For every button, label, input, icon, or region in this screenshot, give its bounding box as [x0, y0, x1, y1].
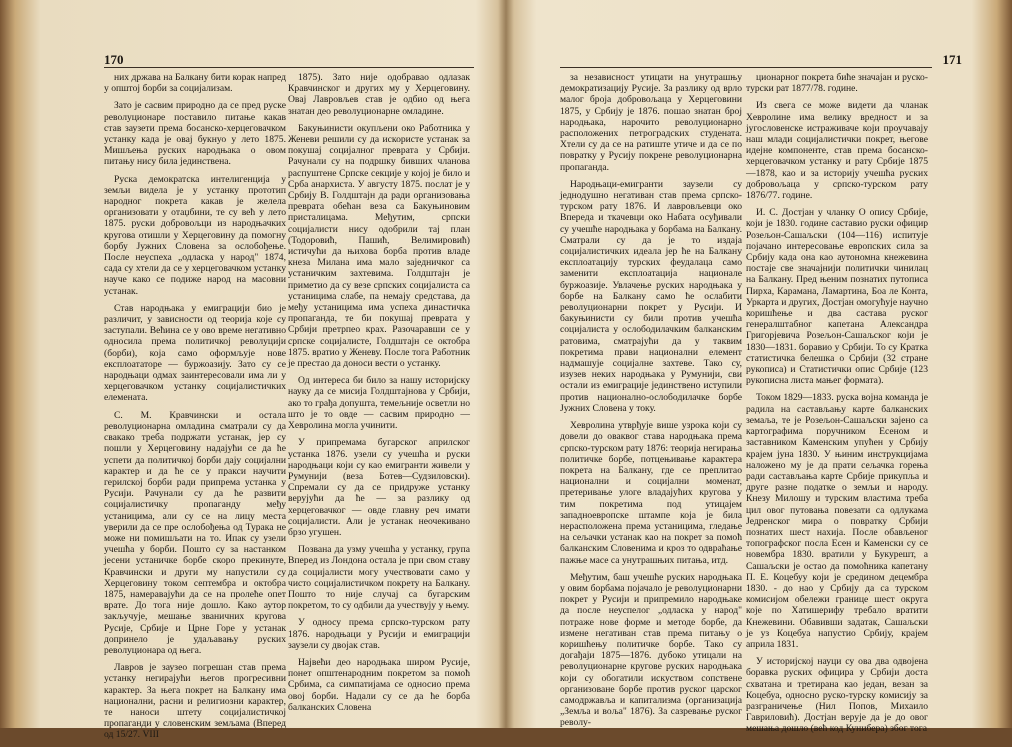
paragraph: Лавров је заузео погрешан став према устанку негирајући његов прогресивни карактер. За њега покрет на Балкану има национални, расни и религиозни карактер, те наноси штету социјалистичкој пропаганди у словенским земљама (Вперед од 15/27. VIII [104, 662, 286, 741]
right-column-2 [746, 72, 928, 741]
paragraph: Од интереса би било за нашу историјску науку да се мисија Голдштајнова у Србији, ако то грађа допушта, темељније осветли но што је то овде — сасвим природно — Хевролина могла учинити. [288, 375, 470, 432]
right-page [506, 0, 1012, 735]
left-column-2 [288, 72, 470, 719]
paragraph: 1875). Зато није одобравао одлазак Кравчинског и других му у Херцеговину. Овај Лавровљев став је одбио од њега знатан део револуционарне омладине. [288, 72, 470, 117]
paragraph: Позвана да узму учешћа у устанку, група Вперед из Лондона остала је при свом ставу да социјалисти могу учествовати само у чисто социјалистичком покрету на Балкану. Пошто то није случај са бугарским покретом, то су одбили да учествују у њему. [288, 544, 470, 612]
paragraph: Руска демократска интелигенција у земљи видела је у устанку прототип народног покрета какав је желела организовати у отаџбини, те су већ у лето 1875. руски добровољци из народњачких кругова отишли у Херцеговину да помогну борбу Јужних Словена за ослобођење. После неуспеха „одласка у народ" 1874, сада су хтели да се у херцеговачком устанку науче како се подиже народ на масовни устанак. [104, 173, 286, 297]
book-gutter [498, 0, 514, 728]
paragraph: за независност утицати на унутрашњу демократизацију Русије. За разлику од врло малог броја добровољаца у Херцеговини 1875, у Србију је 1876. пошао знатан број народњака, нарочито револуционарно расположених петроградских студената. Хтели су да се на ратиште утиче и да се по повратку у Русију покрене револуционарна пропаганда. [560, 72, 742, 173]
paragraph: Бакуњинисти окупљени око Работника у Женеви решили су да искористе устанак за покушај социјалног преврата у Србији. Рачунали су на подршку бивших чланова распуштене Српске секције у којој је било и Срба анархиста. У августу 1875. послат је у Србију В. Голдштајн да ради организовања преврата обећан веза са Бакуњиновим присталицама. Међутим, српски социјалисти нису одобрили тај план (Тодоровић, Пашић, Велимировић) истичући да њихова борба против владе кнеза Милана има мало заједничког са устаничким захтевима. Голдштајн је приметио да су везе српских социјалиста са устаницима слабе, па немају средстава, да међу устаницима има успеха династичка пропаганда, те би покушај преврата у Србији претрпео крах. Разочаравши се у српске социјалисте, Голдштајн се октобра 1875. вратио у Женеву. После тога Работник је престао да доноси вести о устанку. [288, 122, 470, 370]
paragraph: ционарног покрета биће значајан и руско-турски рат 1877/78. године. [746, 72, 928, 95]
paragraph: И. С. Достјан у чланку О опису Србије, који је 1830. године саставио руски официр Розељон-Сашаљски (104—116) испитује појачано интересовање европских сила за Србију када она као аутономна кнежевина постаје све значајнији политички чинилац на Балкану. Пред њеним познатих путописа Пирха, Карамана, Ламартина, Боа ле Конта, Уркарта и других, Достјан омогућује научно коришћење и два састава руског генералштабног капетана Александра Григорјевича Розељон-Сашаљског који је 1830—1831. боравио у Србији. То су Кратка статистичка белешка о Србији (32 стране рукописа) и Статистички опис Србије (123 рукописна листа мањег формата). [746, 207, 928, 387]
paragraph: Највећи део народњака широм Русије, понет општенародним покретом за помоћ Србима, са симпатијама се односио према овој борби. Надали су се да ће борба балканских Словена [288, 656, 470, 713]
paragraph: Међутим, баш учешће руских народњака у овим борбама појачало је револуционарни покрет у Русији и припремило народњаке да после неуспелог „одласка у народ" потраже нове форме и методе борбе, да измене негативан став према питању о коришћењу политичке борбе. Тако су догађаји 1875—1876. дубоко утицали на револуционарне кругове руских народњака који су обогатили искуством сопствене организоване борбе против руског царског самодржавља и капитализма (организација „Земља и воља" 1876). За сазревање руског револу- [560, 571, 742, 729]
paragraph: Хевролина утврђује више узрока који су довели до оваквог става народњака према српско-турском рату 1876: теорија негирања политичке борбе, потцењивање карактера покрета на Балкану, где се преплитао национални и социјални моменат, претеривање улоге владајућих кругова у тим покретима под утицајем западноевропске штампе која је била нерасположена према устаницима, гледање на сељачки устанак као на покрет за помоћ балканским Словенима и кроз то одвраћање пажње масе са унутрашњих питања, итд. [560, 420, 742, 566]
paragraph: Зато је сасвим природно да се пред руске револуционаре поставило питање какав став заузети према босанско-херцеговачком устанку када је овај букнуо у лето 1875. Мишљења руских народњака о овом питању нису била јединствена. [104, 100, 286, 168]
paragraph: них држава на Балкану бити корак напред у општој борби за социјализам. [104, 72, 286, 95]
page-number-left: 170 [104, 52, 124, 67]
paragraph: С. М. Кравчински и остала револуционарна омладина сматрали су да свакако треба подржати устанак, јер су пошли у Херцеговину надајући се да ће успети да политичкој борби дају социјални карактер и да ће се у пракси научити герилској борби ради припрема устанка у Русији. Рачунали су да ће развити социјалистичку пропаганду међу устаницима, али су се на лицу места уверили да се пре ослобођења од Турака не може ни помишљати на то. Ипак су узели учешћа у борби. Пошто су за настанком јесени устаничке борбе скоро прекинуте, Кравчински и други му напустили су Херцеговину током септембра и октобра 1875, намеравајући да се на пролеће опет врате. До тога није дошло. Како аутор закључује, мешање званичних кругова Русије, Србије и Црне Горе у устанак допринело је удаљавању руских револуционара од њега. [104, 409, 286, 656]
paragraph: Став народњака у емиграцији био је различит, у зависности од теорија које су заступали. Већина се у ово време негативно односила према политичкој револуцији (борби), која само оформљује нове експлоататоре — буржоазију. Зато су се народњаци одмах заинтересовали има ли у херцеговачком устанку социјалистичких елемената. [104, 302, 286, 404]
paragraph: Народњаци-емигранти заузели су једнодушно негативан став према српско-турском рату 1876. И лавровљевци око Впереда и ткачевци око Набата осуђивали су учешће народњака у борбама на Балкану. Сматрали су да је то издаја социјалистичких идеала јер ће на Балкану експлоатацију турских феудалаца само заменити експлоатација национале буржоазије. Увлачење руских народњака у борбе на Балкану само ће ослабити револуционарни покрет у Русији. И бакуњинисти су били против учешћа социјалиста у ослободилачким балканским ратовима, сматрајући да у таквим покретима прави национални елемент надмашује социјалне захтеве. Тако су, изузев неких народњака у Румунији, сви остали из емиграције јединствено иступили против национално-ослободилачке борбе Јужних Словена у току. [560, 178, 742, 414]
header-rule [104, 67, 474, 68]
right-column-1 [560, 72, 742, 735]
paragraph: Из свега се може видети да чланак Хевролине има велику вредност и за југословенске истраживаче који проучавају наш млади социјалистички покрет, његове идејне компоненте, став према босанско-херцеговачком устанку и рату Србије 1875—1878, као и за историју учешћа руских добровољаца у српско-турском рату 1876/77. године. [746, 100, 928, 202]
paragraph: У историјској науци су ова два одвојена боравка руских официра у Србији доста схватана и третирана као један, везан за Коцебуа, односно руско-турску комисију за разграничење (Нил Попов, Михаило Гавриловић). Достјан верује да је до овог мешања дошло (већ код Кунибера) због тога [746, 656, 928, 735]
paragraph: Током 1829—1833. руска војна команда је радила на састављању карте балканских земаља, те је Розељон-Сашаљски зајенo са картографима поручником Есеном и заставником Каменским упућен у Србију крајем јуна 1830. У њиним инструкцијама наложено му је да прати сељачка горења ради састављања карте Србије прикупља и друге разне податке о земљи и народу. Кнезу Милошу и турским властима треба цил овог путовања повезати са одлукама Једренског мира о повратку Србији познатих шест нахија. После обављеног топографског посла Есен и Каменски су се новембра 1830. вратили у Букурешт, а Сашаљски је остао да помоћника капетану П. Е. Коцебуу који је средином децембра 1830. - до нао у Србију да са турском комисијом обележи границе шест округа које по Хатишерифу требало вратити Кнежевини. Обавивши задатак, Сашаљски је уз Коцебуа напустио Србију, крајем априла 1831. [746, 392, 928, 650]
left-column-1 [104, 72, 286, 747]
paragraph: У односу према српско-турском рату 1876. народњаци у Русији и емиграцији заузели су двојак став. [288, 617, 470, 651]
paragraph: У припремама бугарског априлског устанка 1876. узели су учешћа и руски народњаци који су као емигранти живели у Румунији (веза Ботев—Судзиловски). Спремали су да се придруже устанку верујући да ће — за разлику од херцеговачког — овде главну реч имати социјалисти. Али је устанак неочекивано брзо угушен. [288, 437, 470, 538]
header-rule [560, 67, 932, 68]
left-page [0, 0, 506, 741]
page-number-right: 171 [942, 52, 962, 67]
